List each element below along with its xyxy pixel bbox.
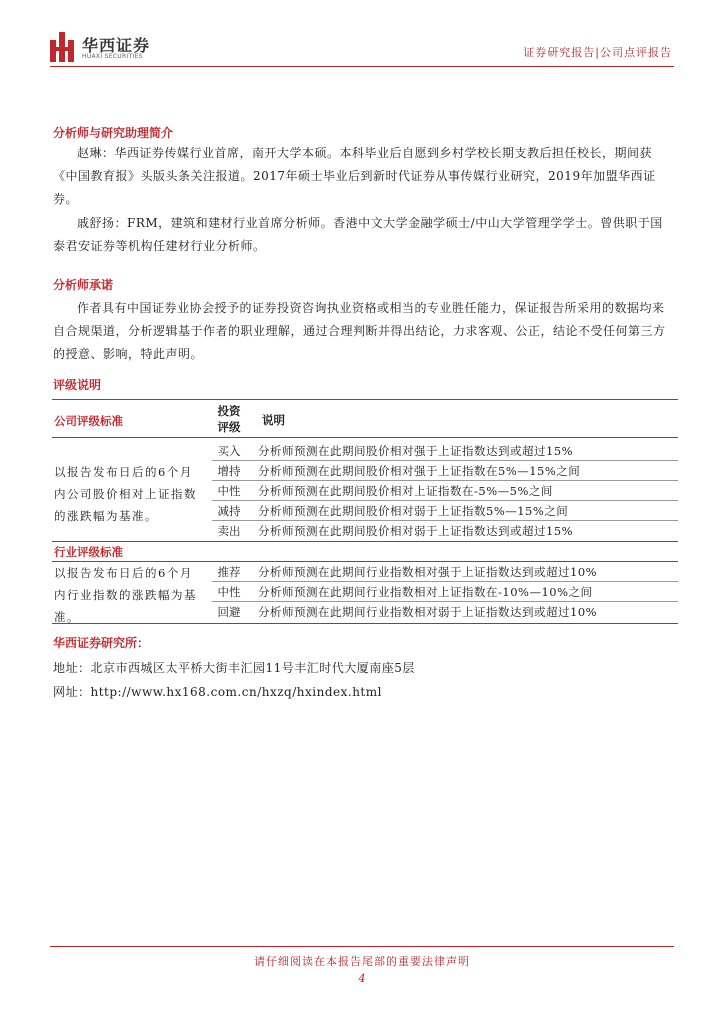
description-header: 说明	[262, 413, 285, 427]
grade-underweight: 减持	[217, 504, 241, 518]
grade-neutral-desc: 分析师预测在此期间股价相对上证指数在-5%—5%之间	[258, 484, 553, 498]
grade-sell-desc: 分析师预测在此期间股价相对弱于上证指数达到或超过15%	[258, 524, 574, 538]
industry-section-rule	[52, 541, 678, 542]
grade-sell: 卖出	[217, 524, 241, 538]
commitment-title: 分析师承诺	[53, 278, 114, 292]
grade-avoid-desc: 分析师预测在此期间行业指数相对弱于上证指数达到或超过10%	[258, 605, 598, 619]
grade-recommend: 推荐	[217, 565, 241, 579]
brand-name-en: HUAXI SECURITIES	[82, 53, 143, 60]
institute-title: 华西证券研究所：	[53, 636, 150, 650]
analyst-qi-paragraph: 戚舒扬：FRM，建筑和建材行业首席分析师。香港中文大学金融学硕士/中山大学管理学学士。曾供职于国泰君安证券等机构任建材行业分析师。	[53, 216, 663, 253]
company-rating-header: 公司评级标准	[54, 414, 123, 428]
industry-rating-header: 行业评级标准	[54, 545, 123, 559]
row-divider	[212, 460, 678, 461]
header-divider	[50, 66, 674, 67]
row-divider	[212, 520, 678, 521]
row-divider	[212, 581, 678, 582]
company-basis-text: 以报告发布日后的6个月内公司股价相对上证指数的涨跌幅为基准。	[54, 465, 197, 523]
page-header	[0, 0, 724, 68]
institute-address: 地址：北京市西城区太平桥大街丰汇园11号丰汇时代大厦南座5层	[53, 661, 415, 675]
page-number: 4	[358, 972, 366, 985]
footer-legal-note: 请仔细阅读在本报告尾部的重要法律声明	[254, 955, 470, 968]
grade-industry-neutral: 中性	[217, 585, 241, 599]
grade-underweight-desc: 分析师预测在此期间股价相对弱于上证指数5%—15%之间	[258, 504, 569, 518]
grade-overweight: 增持	[217, 464, 241, 478]
analyst-intro-title: 分析师与研究助理简介	[53, 126, 174, 140]
invest-rating-header: 投资评级	[217, 404, 241, 434]
row-divider	[212, 500, 678, 501]
grade-recommend-desc: 分析师预测在此期间行业指数相对强于上证指数达到或超过10%	[258, 565, 598, 579]
grade-neutral: 中性	[217, 484, 241, 498]
industry-basis-text: 以报告发布日后的6个月内行业指数的涨跌幅为基准。	[54, 566, 197, 624]
grade-overweight-desc: 分析师预测在此期间股价相对强于上证指数在5%—15%之间	[258, 464, 581, 478]
grade-buy-desc: 分析师预测在此期间股价相对强于上证指数达到或超过15%	[258, 444, 574, 458]
grade-avoid: 回避	[217, 605, 241, 619]
row-divider	[212, 601, 678, 602]
row-divider	[212, 480, 678, 481]
huaxi-logo-icon	[50, 32, 74, 62]
rating-title: 评级说明	[53, 378, 102, 392]
table-top-rule	[52, 399, 678, 400]
analyst-zhao-paragraph: 赵琳：华西证券传媒行业首席，南开大学本硕。本科毕业后自愿到乡村学校长期支教后担任校长，期间获《中国教育报》头版头条关注报道。2017年硕士毕业后到新时代证券从事传媒行业研究，2019年加盟华西证券。	[53, 146, 656, 206]
brand-name-cn: 华西证券	[82, 36, 151, 55]
doc-type-label: 证券研究报告|公司点评报告	[523, 46, 672, 59]
table-bottom-rule	[52, 623, 678, 624]
footer-divider	[50, 946, 674, 947]
table-header-rule	[52, 437, 678, 438]
institute-website[interactable]: 网址：http://www.hx168.com.cn/hxzq/hxindex.html	[53, 685, 382, 699]
commitment-paragraph: 作者具有中国证券业协会授予的证券投资咨询执业资格或相当的专业胜任能力，保证报告所采用的数据均来自合规渠道，分析逻辑基于作者的职业理解，通过合理判断并得出结论，力求客观、公正，结论不受任何第三方的授意、影响，特此声明。	[53, 301, 666, 361]
grade-buy: 买入	[217, 444, 241, 458]
grade-industry-neutral-desc: 分析师预测在此期间行业指数相对上证指数在-10%—10%之间	[258, 585, 593, 599]
